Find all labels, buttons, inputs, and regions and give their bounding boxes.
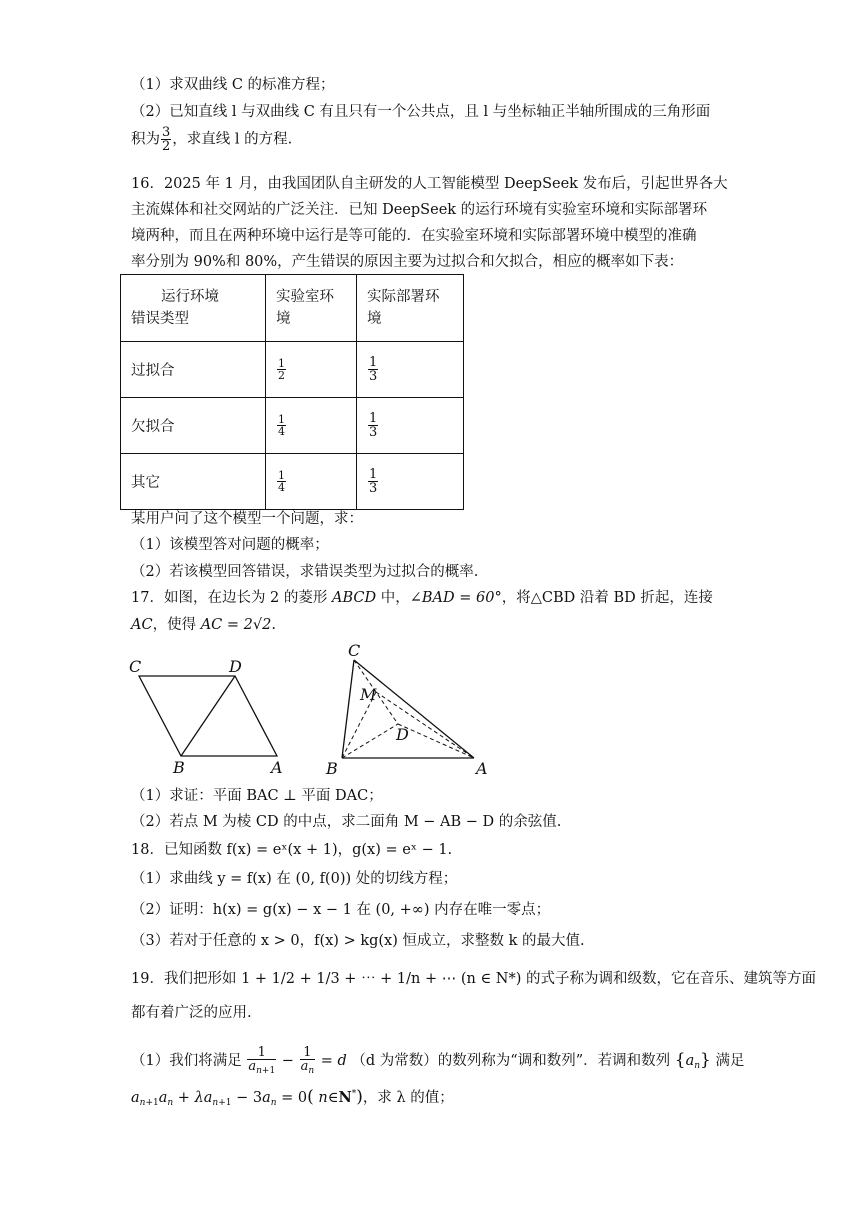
q15-part2: （2）已知直线 l 与双曲线 C 有且只有一个公共点，且 l 与坐标轴正半轴所围成的三角形面 bbox=[131, 104, 711, 120]
harmonic-series: 1 + 1/2 + 1/3 + ⋯ + 1/n + ⋯ (n ∈ N*) bbox=[241, 971, 522, 987]
label-C: C bbox=[348, 641, 361, 660]
tetrahedron-figure bbox=[320, 640, 495, 780]
frac-num: 1 bbox=[369, 467, 378, 482]
cell-deploy-other bbox=[357, 454, 464, 510]
q17-l2-period: . bbox=[271, 617, 276, 633]
frac-den: 4 bbox=[278, 425, 285, 438]
frac-den: 2 bbox=[278, 369, 285, 382]
q17-ac: AC bbox=[131, 617, 153, 633]
q19-p1-text2: （d 为常数）的数列称为“调和数列”．若调和数列 bbox=[351, 1053, 671, 1069]
table-header-lab bbox=[266, 275, 357, 342]
q19-p1-text: （1）我们将满足 bbox=[131, 1053, 242, 1069]
q19-l1-text: 19．我们把形如 bbox=[131, 971, 237, 987]
header-lab-line1: 实验室环 bbox=[276, 288, 334, 305]
q16-part1: （1）该模型答对问题的概率； bbox=[131, 537, 329, 553]
q15-area-den: 2 bbox=[162, 139, 171, 154]
q17-ac-eq: AC = 2√2 bbox=[200, 617, 272, 633]
q15-area-tail: ，求直线 l 的方程. bbox=[172, 131, 293, 148]
table-header-corner bbox=[121, 275, 266, 342]
cell-lab-underfit bbox=[266, 398, 357, 454]
frac-num: 1 bbox=[278, 469, 285, 482]
q17-l1-text2: 中， bbox=[376, 590, 410, 606]
q17-line1 bbox=[131, 589, 713, 607]
q17-l2-text: ，使得 bbox=[152, 617, 201, 633]
q16-part2: （2）若该模型回答错误，求错误类型为过拟合的概率. bbox=[131, 564, 479, 580]
frac-den: 3 bbox=[369, 369, 378, 384]
table-row bbox=[121, 398, 464, 454]
q19-part1-line2: $a_{n+1}a_n + \lambda a_{n+1} - 3a_n = 0$( n∈N*)，求 λ 的值； bbox=[131, 1087, 454, 1108]
label-A: A bbox=[476, 759, 488, 778]
q16-line4: 率分别为 90%和 80%，产生错误的原因主要为过拟合和欠拟合，相应的概率如下表： bbox=[131, 254, 684, 270]
label-A: A bbox=[271, 758, 283, 777]
recip-a-n-plus-1: $\frac{1}{a_{n+1}}$ bbox=[248, 1045, 276, 1076]
q17-line2 bbox=[131, 616, 276, 634]
label-D: D bbox=[396, 725, 409, 744]
table-row bbox=[121, 342, 464, 398]
label-M: M bbox=[360, 685, 377, 704]
q15-part2-cont bbox=[131, 126, 292, 153]
q17-l1-text: 17．如图，在边长为 2 的菱形 bbox=[131, 590, 333, 606]
header-deploy-line2: 境 bbox=[367, 311, 382, 327]
q19-line2: 都有着广泛的应用. bbox=[131, 1005, 252, 1021]
q19-p1-text3: 满足 bbox=[715, 1053, 745, 1069]
header-lab-line2: 境 bbox=[276, 311, 291, 327]
label-B: B bbox=[173, 758, 185, 777]
q18-part3: （3）若对于任意的 x > 0，f(x) > kg(x) 恒成立，求整数 k 的最大值. bbox=[131, 933, 585, 949]
q19-l1-text2: 的式子称为调和级数，它在音乐、建筑等方面 bbox=[526, 971, 817, 987]
q18-part2: （2）证明：h(x) = g(x) − x − 1 在 (0, +∞) 内存在唯一零点； bbox=[131, 902, 551, 918]
q17-l1-abcd: ABCD bbox=[332, 590, 377, 606]
q18-part1: （1）求曲线 y = f(x) 在 (0, f(0)) 处的切线方程； bbox=[131, 871, 458, 887]
header-env-label: 运行环境 bbox=[161, 288, 219, 305]
q15-area-label: 积为 bbox=[131, 131, 160, 148]
q16-after-table: 某用户问了这个模型一个问题，求： bbox=[131, 511, 363, 527]
cell-deploy-overfit bbox=[357, 342, 464, 398]
row-label-underfit: 欠拟合 bbox=[121, 398, 266, 454]
q17-angle: ∠BAD = 60° bbox=[409, 590, 502, 606]
q16-line3: 境两种，而且在两种环境中运行是等可能的．在实验室环境和实际部署环境中模型的准确 bbox=[131, 228, 697, 244]
q19-line1 bbox=[131, 970, 816, 988]
frac-num: 1 bbox=[278, 413, 285, 426]
q16-line1: 16．2025 年 1 月，由我国团队自主研发的人工智能模型 DeepSeek 发布后，引起世界各大 bbox=[131, 176, 728, 192]
q18-line1: 18．已知函数 f(x) = eˣ(x + 1)，g(x) = eˣ − 1. bbox=[131, 842, 453, 858]
q19-part1-line1: （1）我们将满足 $\frac{1}{a_{n+1}}$ − $\frac{1}{a_n}$ = d （d 为常数）的数列称为“调和数列”．若调和数列 $\{a_n\}$ 满足 bbox=[131, 1045, 745, 1076]
q17-part2: （2）若点 M 为棱 CD 的中点，求二面角 M − AB − D 的余弦值. bbox=[131, 814, 562, 830]
table-header-row bbox=[121, 275, 464, 342]
q19-p1-tail: ，求 λ 的值； bbox=[362, 1090, 454, 1106]
table-row bbox=[121, 454, 464, 510]
table-header-deploy bbox=[357, 275, 464, 342]
q15-part1: （1）求双曲线 C 的标准方程； bbox=[131, 77, 335, 93]
q17-l1-text3: ，将△CBD 沿着 BD 折起，连接 bbox=[501, 590, 713, 606]
cell-lab-other bbox=[266, 454, 357, 510]
rhombus-figure bbox=[125, 652, 285, 777]
q16-line2: 主流媒体和社交网站的广泛关注．已知 DeepSeek 的运行环境有实验室环境和实际部署环 bbox=[131, 202, 708, 218]
frac-den: 4 bbox=[278, 481, 285, 494]
frac-num: 1 bbox=[369, 411, 378, 426]
header-deploy-line1: 实际部署环 bbox=[367, 288, 440, 305]
frac-num: 1 bbox=[278, 357, 285, 370]
recip-a-n: $\frac{1}{a_n}$ bbox=[300, 1045, 315, 1076]
frac-num: 1 bbox=[369, 355, 378, 370]
header-err-label: 错误类型 bbox=[131, 311, 189, 327]
frac-den: 3 bbox=[369, 425, 378, 440]
label-D: D bbox=[229, 657, 242, 676]
label-B: B bbox=[326, 759, 338, 778]
q17-part1: （1）求证：平面 BAC ⊥ 平面 DAC； bbox=[131, 788, 383, 804]
error-probability-table bbox=[120, 274, 464, 510]
row-label-overfit: 过拟合 bbox=[121, 342, 266, 398]
q15-area-fraction bbox=[161, 126, 171, 153]
label-C: C bbox=[129, 657, 142, 676]
frac-den: 3 bbox=[369, 481, 378, 496]
cell-lab-overfit bbox=[266, 342, 357, 398]
cell-deploy-underfit bbox=[357, 398, 464, 454]
q15-area-num: 3 bbox=[162, 125, 171, 140]
row-label-other: 其它 bbox=[121, 454, 266, 510]
